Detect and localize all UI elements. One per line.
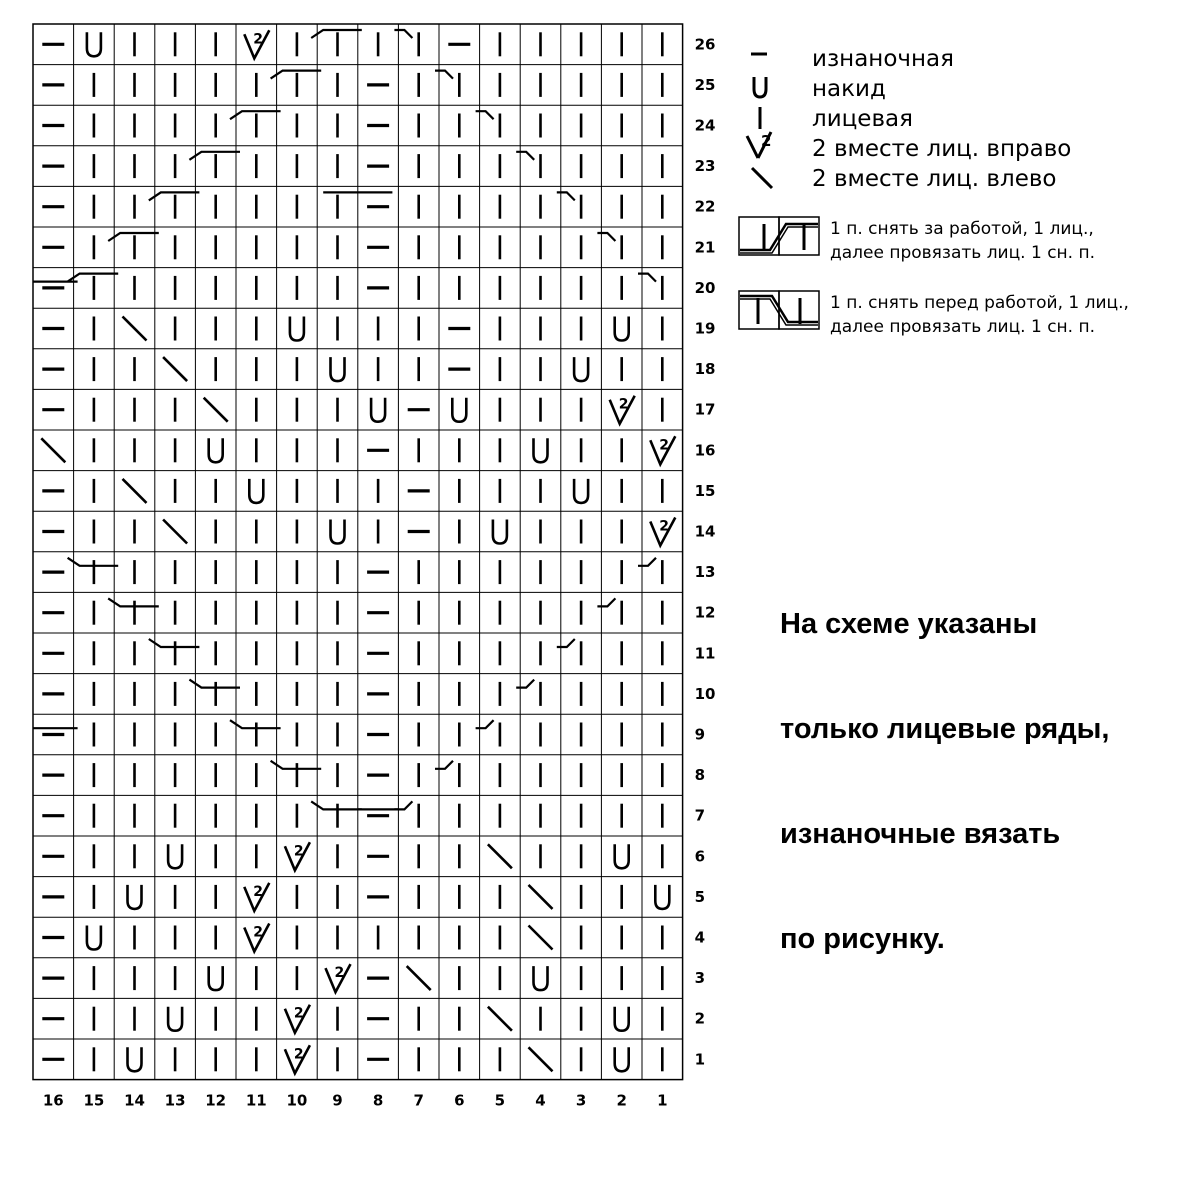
- yarn-over-mark: [493, 520, 507, 544]
- k2tog-left-mark: [488, 1007, 512, 1031]
- column-number: 16: [42, 1091, 64, 1110]
- cable-step-right: [516, 152, 534, 160]
- yarn-over-mark: [128, 885, 142, 909]
- legend-yarn-over-label: накид: [812, 76, 886, 102]
- note-line-1: На схеме указаны: [780, 608, 1038, 640]
- column-number: 6: [454, 1091, 465, 1110]
- row-number: 25: [694, 75, 716, 94]
- k2tog-left-mark: [163, 520, 187, 544]
- cable-back-line1: 1 п. снять за работой, 1 лиц.,: [830, 219, 1094, 239]
- cable-step-right: [597, 233, 615, 241]
- yarn-over-mark: [615, 844, 629, 868]
- k2tog-right-number: 2: [253, 924, 264, 941]
- column-number: 11: [245, 1091, 267, 1110]
- purl-icon: [748, 46, 772, 66]
- k2tog-right-number: 2: [618, 396, 629, 413]
- yarn-over-mark: [452, 398, 466, 422]
- row-number: 14: [694, 522, 716, 541]
- k2tog-right-icon: [742, 128, 776, 162]
- column-number: 9: [332, 1091, 343, 1110]
- cable-step-right: [394, 30, 412, 38]
- column-number: 5: [494, 1091, 506, 1110]
- yarn-over-mark: [574, 479, 588, 503]
- k2tog-left-mark: [163, 357, 187, 381]
- yarn-over-mark: [168, 1007, 182, 1031]
- row-number: 13: [694, 563, 716, 582]
- k2tog-right-number: 2: [334, 965, 345, 982]
- row-number: 8: [694, 766, 706, 785]
- row-number: 11: [694, 644, 716, 663]
- legend-k2tog-left-label: 2 вместе лиц. влево: [812, 166, 1057, 192]
- chart-note: [780, 537, 1109, 992]
- yarn-over-icon: [748, 74, 772, 102]
- yarn-over-mark: [615, 1047, 629, 1071]
- row-numbers: [695, 35, 716, 1068]
- yarn-over-mark: [331, 520, 345, 544]
- cable-step-right: [557, 639, 575, 647]
- cable-front-icon: [738, 290, 820, 330]
- k2tog-left-mark: [123, 479, 147, 503]
- yarn-over-mark: [534, 966, 548, 990]
- k2tog-left-mark: [488, 844, 512, 868]
- column-number: 13: [164, 1091, 186, 1110]
- note-line-2: только лицевые ряды,: [780, 713, 1110, 745]
- column-number: 10: [286, 1091, 308, 1110]
- cable-step-right: [476, 720, 494, 728]
- column-number: 7: [413, 1091, 424, 1110]
- column-number: 2: [616, 1091, 627, 1110]
- k2tog-right-number: 2: [659, 518, 670, 535]
- k2tog-left-icon: [748, 164, 776, 192]
- k2tog-right-number: 2: [253, 883, 264, 900]
- k2tog-left-mark: [529, 926, 553, 950]
- k2tog-right-number: 2: [293, 1046, 304, 1063]
- yarn-over-mark: [87, 926, 101, 950]
- yarn-over-mark: [209, 966, 223, 990]
- column-numbers: [43, 1092, 668, 1110]
- row-number: 24: [694, 116, 716, 135]
- cable-front-line1: 1 п. снять перед работой, 1 лиц.,: [830, 293, 1129, 313]
- column-number: 8: [372, 1091, 384, 1110]
- cable-step-right: [638, 558, 656, 566]
- k2tog-right-number: 2: [293, 843, 304, 860]
- column-number: 12: [205, 1091, 227, 1110]
- yarn-over-mark: [128, 1047, 142, 1071]
- cable-front-line2: далее провязать лиц. 1 сн. п.: [830, 317, 1095, 337]
- cable-step-right: [516, 680, 534, 688]
- column-number: 1: [657, 1091, 668, 1110]
- row-number: 12: [694, 603, 716, 622]
- k2tog-left-mark: [407, 966, 431, 990]
- cable-step-right: [435, 761, 453, 769]
- note-line-3: изнаночные вязать: [780, 818, 1061, 850]
- k2tog-left-mark: [204, 398, 228, 422]
- k2tog-left-mark: [529, 885, 553, 909]
- svg-text:2: 2: [761, 132, 772, 150]
- yarn-over-mark: [574, 357, 588, 381]
- row-number: 9: [694, 725, 706, 744]
- row-number: 19: [694, 319, 716, 338]
- k2tog-right-number: 2: [659, 437, 670, 454]
- cable-step-right: [476, 111, 494, 119]
- cable-step-right: [435, 71, 453, 79]
- row-number: 20: [694, 278, 716, 297]
- cable-back-icon: [738, 216, 820, 256]
- row-number: 5: [694, 887, 706, 906]
- row-number: 4: [694, 928, 706, 947]
- row-number: 6: [694, 847, 706, 866]
- column-number: 15: [83, 1091, 105, 1110]
- yarn-over-mark: [209, 438, 223, 462]
- yarn-over-mark: [87, 32, 101, 56]
- chart-grid: [33, 24, 683, 1080]
- row-number: 2: [694, 1009, 706, 1028]
- cable-step-right: [597, 598, 615, 606]
- cable-overlays: [33, 30, 656, 809]
- column-number: 3: [575, 1091, 587, 1110]
- legend-knit-label: лицевая: [812, 106, 913, 132]
- row-number: 1: [694, 1050, 706, 1069]
- k2tog-left-mark: [41, 438, 65, 462]
- legend-k2tog-right-label: 2 вместе лиц. вправо: [812, 136, 1072, 162]
- yarn-over-mark: [371, 398, 385, 422]
- cable-back-line2: далее провязать лиц. 1 сн. п.: [830, 243, 1095, 263]
- k2tog-right-number: 2: [293, 1005, 304, 1022]
- cable-step-right: [394, 801, 412, 809]
- k2tog-left-mark: [123, 317, 147, 341]
- row-number: 16: [694, 441, 716, 460]
- k2tog-right-number: 2: [253, 31, 264, 48]
- column-number: 4: [535, 1091, 546, 1110]
- row-number: 3: [694, 969, 706, 988]
- cable-step-right: [638, 274, 656, 282]
- row-number: 15: [694, 481, 716, 500]
- yarn-over-mark: [615, 317, 629, 341]
- yarn-over-mark: [331, 357, 345, 381]
- row-number: 22: [694, 197, 716, 216]
- yarn-over-mark: [249, 479, 263, 503]
- row-number: 26: [694, 35, 716, 54]
- note-line-4: по рисунку.: [780, 923, 945, 955]
- row-number: 7: [694, 806, 706, 825]
- yarn-over-mark: [655, 885, 669, 909]
- yarn-over-mark: [534, 438, 548, 462]
- column-number: 14: [124, 1091, 145, 1110]
- legend-purl-label: изнаночная: [812, 46, 954, 72]
- k2tog-left-mark: [529, 1047, 553, 1071]
- yarn-over-mark: [290, 317, 304, 341]
- cable-step-right: [557, 192, 575, 200]
- yarn-over-mark: [168, 844, 182, 868]
- yarn-over-mark: [615, 1007, 629, 1031]
- row-number: 10: [694, 684, 716, 703]
- row-number: 23: [694, 157, 716, 176]
- row-number: 18: [694, 360, 716, 379]
- row-number: 17: [694, 400, 716, 419]
- row-number: 21: [694, 238, 716, 257]
